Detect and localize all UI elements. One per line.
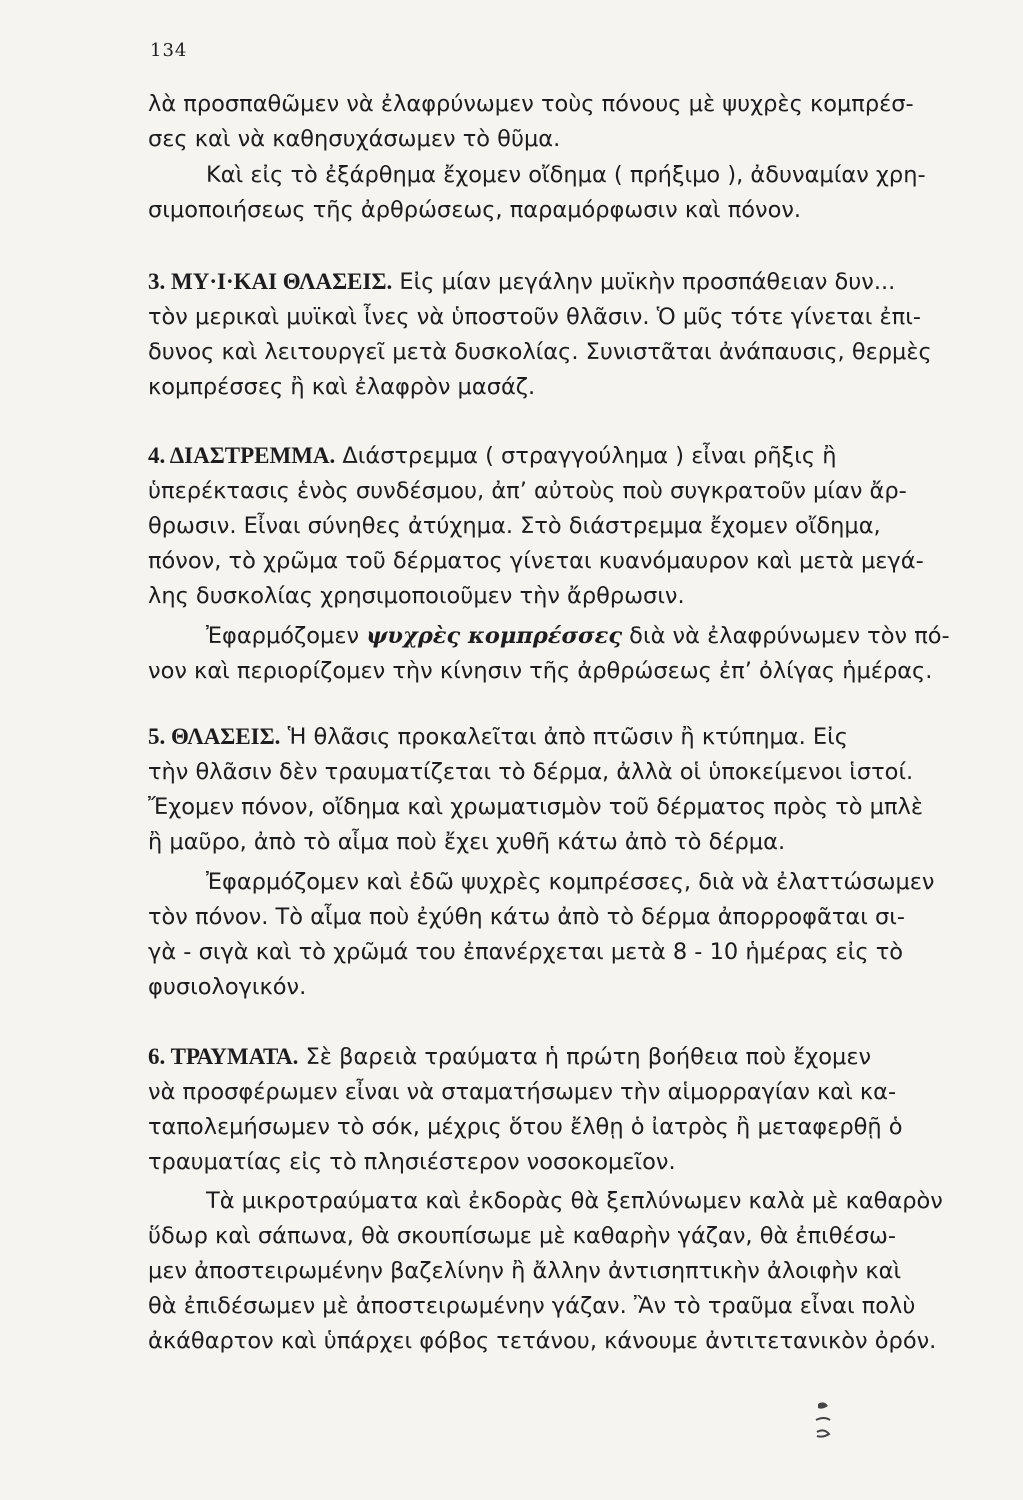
text-line xyxy=(148,1039,990,1075)
text-line: ταπολεμήσωμεν τὸ σόκ, μέχρις ὅτου ἔλθῃ ὁ ἰατρὸς ἢ μεταφερθῇ ὁ xyxy=(148,1114,903,1140)
text-line: νον καὶ περιορίζομεν τὴν κίνησιν τῆς ἀρθρώσεως ἐπ’ ὀλίγας ἡμέρας. xyxy=(148,658,933,684)
section-heading: 6. ΤΡΑΥΜΑΤΑ. xyxy=(148,1044,299,1069)
text-line xyxy=(148,719,990,755)
text-line: ἢ μαῦρο, ἀπὸ τὸ αἷμα ποὺ ἔχει χυθῆ κάτω ἀπὸ τὸ δέρμα. xyxy=(148,829,786,855)
text-line: μεν ἀποστειρωμένην βαζελίνην ἢ ἄλλην ἀντισηπτικὴν ἀλοιφὴν καὶ xyxy=(148,1258,902,1284)
text-line: τὴν θλᾶσιν δὲν τραυματίζεται τὸ δέρμα, ἀλλὰ οἱ ὑποκείμενοι ἱστοί. xyxy=(148,759,914,785)
text-run: Ἐφαρμόζομεν xyxy=(206,623,367,649)
text-line: σιμοποιήσεως τῆς ἀρθρώσεως, παραμόρφωσιν καὶ πόνον. xyxy=(148,197,802,223)
text-line: Καὶ εἰς τὸ ἐξάρθημα ἔχομεν οἴδημα ( πρήξιμο ), ἀδυναμίαν χρη- xyxy=(206,162,926,188)
text-line: πόνον, τὸ χρῶμα τοῦ δέρματος γίνεται κυανόμαυρον καὶ μετὰ μεγά- xyxy=(148,548,924,574)
emphasized-text: ψυχρὲς κομπρέσσες xyxy=(366,623,623,649)
page-number: 134 xyxy=(150,40,188,61)
text-line: σες καὶ νὰ καθησυχάσωμεν τὸ θῦμα. xyxy=(148,126,561,152)
text-line: ἀκάθαρτον καὶ ὑπάρχει φόβος τετάνου, κάνουμε ἀντιτετανικὸν ὀρόν. xyxy=(148,1328,937,1354)
text-line: Τὰ μικροτραύματα καὶ ἐκδορὰς θὰ ξεπλύνωμεν καλὰ μὲ καθαρὸν xyxy=(206,1188,943,1214)
section-4-sprain xyxy=(148,438,990,614)
text-line: Ἐφαρμόζομεν καὶ ἐδῶ ψυχρὲς κομπρέσσες, διὰ νὰ ἐλαττώσωμεν xyxy=(206,869,935,895)
text-line: Ἔχομεν πόνον, οἴδημα καὶ χρωματισμὸν τοῦ δέρματος πρὸς τὸ μπλὲ xyxy=(148,794,924,820)
text-line: φυσιολογικόν. xyxy=(148,974,307,1000)
printer-mark xyxy=(812,1398,834,1448)
paragraph-sprain-treatment xyxy=(148,619,990,689)
section-heading: 5. ΘΛΑΣΕΙΣ. xyxy=(148,724,281,749)
text-line: τραυματίας εἰς τὸ πλησιέστερον νοσοκομεῖον. xyxy=(148,1149,676,1175)
section-heading: 3. ΜΥ·Ι·ΚΑΙ ΘΛΑΣΕΙΣ. xyxy=(148,269,393,294)
text-line: θρωσιν. Εἶναι σύνηθες ἀτύχημα. Στὸ διάστρεμμα ἔχομεν οἴδημα, xyxy=(148,513,881,539)
text-run: Εἰς μίαν μεγάλην μυϊκὴν προσπάθειαν δυν... xyxy=(392,269,896,295)
text-line: λὰ προσπαθῶμεν νὰ ἐλαφρύνωμεν τοὺς πόνους μὲ ψυχρὲς κομπρέσ- xyxy=(148,91,914,117)
section-heading: 4. ΔΙΑΣΤΡΕΜΜΑ. xyxy=(148,443,336,468)
text-line: γὰ - σιγὰ καὶ τὸ χρῶμά του ἐπανέρχεται μετὰ 8 - 10 ἡμέρας εἰς τὸ xyxy=(148,939,904,965)
text-line xyxy=(148,264,990,300)
paragraph-bruise-treatment xyxy=(148,865,990,1005)
paragraph-continuation xyxy=(148,87,990,157)
section-3-muscle-strains xyxy=(148,264,990,405)
text-line: τὸν πόνον. Τὸ αἷμα ποὺ ἐχύθη κάτω ἀπὸ τὸ δέρμα ἀπορροφᾶται σι- xyxy=(148,904,905,930)
text-line: ὕδωρ καὶ σάπωνα, θὰ σκουπίσωμε μὲ καθαρὴν γάζαν, θὰ ἐπιθέσω- xyxy=(148,1223,896,1249)
paragraph-dislocation xyxy=(148,158,990,228)
section-6-wounds xyxy=(148,1039,990,1180)
text-line: κομπρέσσες ἢ καὶ ἐλαφρὸν μασάζ. xyxy=(148,374,536,400)
text-line: θὰ ἐπιδέσωμεν μὲ ἀποστειρωμένην γάζαν. Ἂν τὸ τραῦμα εἶναι πολὺ xyxy=(148,1293,916,1319)
text-line xyxy=(148,619,990,654)
text-run: Ἡ θλᾶσις προκαλεῖται ἀπὸ πτῶσιν ἢ κτύπημα. Εἰς xyxy=(280,724,848,750)
text-line xyxy=(148,438,990,474)
text-line: τὸν μερικαὶ μυϊκαὶ ἶνες νὰ ὑποστοῦν θλᾶσιν. Ὁ μῦς τότε γίνεται ἐπι- xyxy=(148,304,921,330)
text-run: Διάστρεμμα ( στραγγούλημα ) εἶναι ρῆξις ἢ xyxy=(335,443,837,469)
section-5-bruises xyxy=(148,719,990,860)
text-run: διὰ νὰ ἐλαφρύνωμεν τὸν πό- xyxy=(622,623,950,649)
text-line: νὰ προσφέρωμεν εἶναι νὰ σταματήσωμεν τὴν αἱμορραγίαν καὶ κα- xyxy=(148,1079,897,1105)
text-line: ὑπερέκτασις ἑνὸς συνδέσμου, ἀπ’ αὐτοὺς ποὺ συγκρατοῦν μίαν ἄρ- xyxy=(148,478,907,504)
text-line: δυνος καὶ λειτουργεῖ μετὰ δυσκολίας. Συνιστᾶται ἀνάπαυσις, θερμὲς xyxy=(148,339,932,365)
text-run: Σὲ βαρειὰ τραύματα ἡ πρώτη βοήθεια ποὺ ἔχομεν xyxy=(298,1044,872,1070)
text-line: λης δυσκολίας χρησιμοποιοῦμεν τὴν ἄρθρωσιν. xyxy=(148,583,685,609)
paragraph-minor-wounds xyxy=(148,1184,990,1359)
